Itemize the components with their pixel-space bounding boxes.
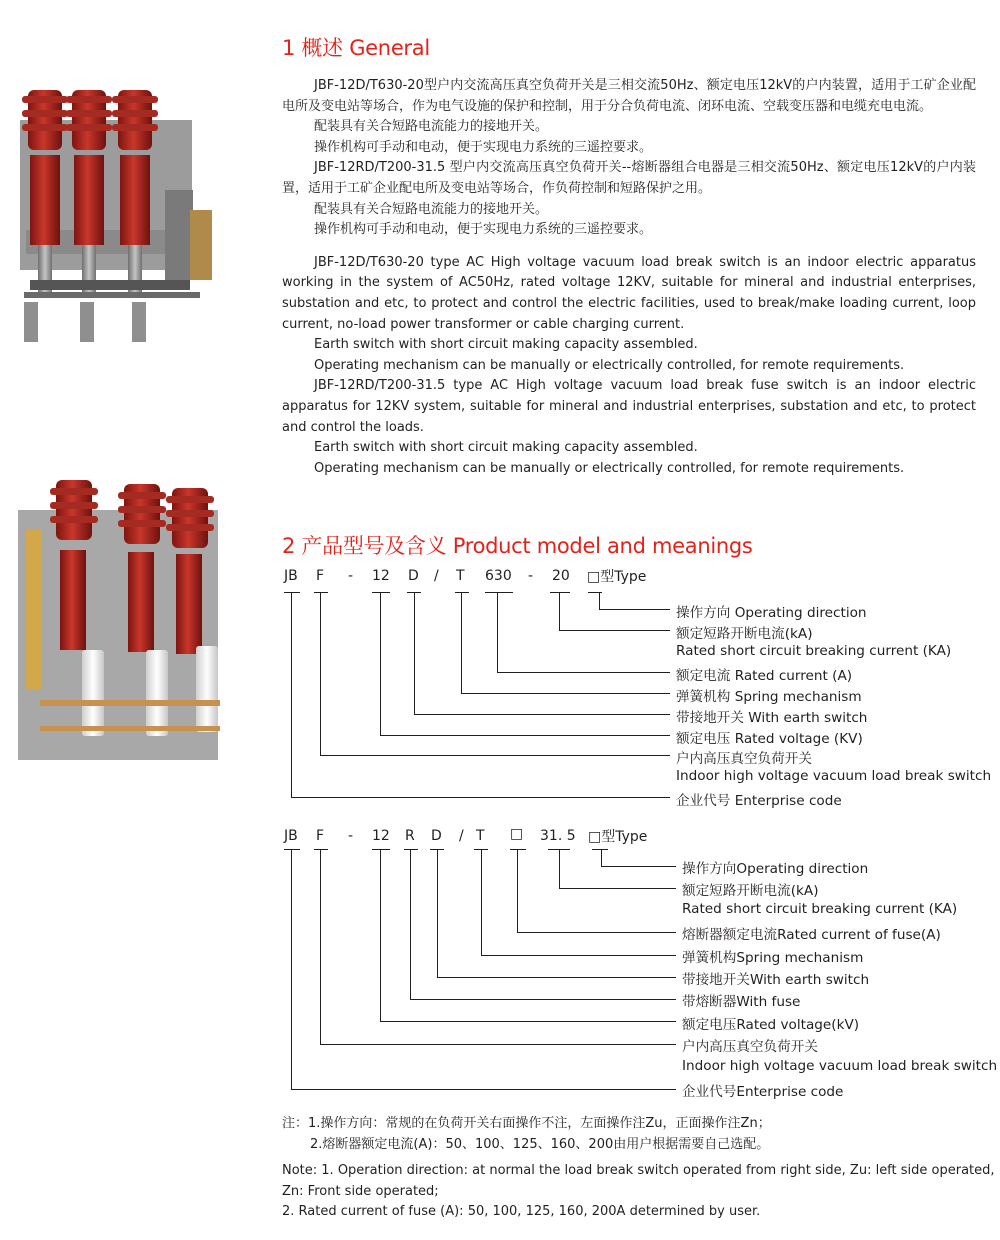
code-dash: - (348, 568, 354, 584)
code-spring: T (456, 568, 465, 584)
note-en-2: Zn: Front side operated; (282, 1183, 439, 1199)
code-type: □型Type (588, 829, 648, 845)
label-indoor-switch-cn: 户内高压真空负荷开关 (682, 1039, 818, 1055)
code-fuse: R (405, 828, 415, 844)
cn-paragraph-6: 操作机构可手动和电动，便于实现电力系统的三遥控要求。 (314, 222, 653, 238)
label-operating-direction: 操作方向 Operating direction (676, 605, 867, 621)
cn-paragraph-1: JBF-12D/T630-20型户内交流高压真空负荷开关是三相交流50Hz、额定电压12kV的户内装置，适用于工矿企业配电所及变电站等场合，作为电气设施的保护和控制，用于分合负荷电流、闭环电流、空载变压器和电缆充电电流。 (282, 78, 976, 114)
notes (282, 1114, 995, 1223)
en-paragraph-5: Earth switch with short circuit making capacity assembled. (314, 440, 698, 456)
en-paragraph-6: Operating mechanism can be manually or electrically controlled, for remote requirements. (314, 460, 905, 476)
label-breaking-current-en: Rated short circuit breaking current (KA) (682, 901, 958, 917)
code-enterprise: JB (284, 568, 298, 584)
note-cn-1: 注：1.操作方向：常规的在负荷开关右面操作不注，左面操作注Zu，正面操作注Zn； (282, 1116, 771, 1131)
cn-paragraph-5: 配装具有关合短路电流能力的接地开关。 (314, 201, 549, 217)
en-paragraph-2: Earth switch with short circuit making capacity assembled. (314, 337, 698, 353)
label-enterprise-code: 企业代号Enterprise code (682, 1084, 844, 1100)
en-paragraph-1: JBF-12D/T630-20 type AC High voltage vacuum load break switch is an indoor electric apparatus working in the system of AC50Hz, rated voltage 12KV, suitable for mineral and industrial enterprises, substation and etc, to protect and control the electric facilities, used to break/make loading current, loop current, no-load power transformer or cable charging current. (282, 254, 976, 332)
code-breaking-current: 31. 5 (540, 828, 576, 844)
code-earth-switch: D (408, 568, 419, 584)
cn-paragraph-2: 配装具有关合短路电流能力的接地开关。 (314, 119, 549, 135)
code-indoor-switch: F (316, 828, 325, 844)
code-type: □型Type (587, 569, 647, 585)
label-spring-mechanism: 弹簧机构Spring mechanism (682, 950, 864, 966)
label-fuse-current: 熔断器额定电流Rated current of fuse(A) (682, 927, 941, 943)
label-rated-voltage: 额定电压Rated voltage(kV) (682, 1017, 860, 1033)
label-rated-voltage: 额定电压 Rated voltage (KV) (676, 731, 863, 747)
code-fuse-current: □ (510, 826, 524, 842)
code-slash: / (459, 828, 464, 844)
label-indoor-switch-en: Indoor high voltage vacuum load break switch (682, 1058, 998, 1074)
label-operating-direction: 操作方向Operating direction (682, 861, 869, 877)
section-1-title: 1 概述 General (282, 36, 430, 60)
note-en-3: 2. Rated current of fuse (A): 50, 100, 125, 160, 200A determined by user. (282, 1204, 761, 1219)
code-dash-2: - (528, 568, 534, 584)
label-breaking-current-en: Rated short circuit breaking current (KA) (676, 643, 952, 659)
en-paragraph-3: Operating mechanism can be manually or electrically controlled, for remote requirements. (314, 357, 905, 373)
label-indoor-switch-en: Indoor high voltage vacuum load break switch (676, 768, 992, 784)
label-with-fuse: 带熔断器With fuse (682, 994, 801, 1010)
label-earth-switch: 带接地开关With earth switch (682, 972, 870, 988)
cn-paragraph-3: 操作机构可手动和电动，便于实现电力系统的三遥控要求。 (314, 139, 653, 155)
code-rated-current: 630 (485, 568, 512, 584)
label-earth-switch: 带接地开关 With earth switch (676, 710, 868, 726)
label-enterprise-code: 企业代号 Enterprise code (676, 793, 842, 809)
label-breaking-current-cn: 额定短路开断电流(kA) (676, 626, 813, 642)
label-rated-current: 额定电流 Rated current (A) (676, 668, 853, 684)
code-breaking-current: 20 (552, 568, 570, 584)
code-rated-voltage: 12 (372, 828, 390, 844)
code-slash: / (434, 568, 439, 584)
code-spring: T (476, 828, 485, 844)
label-indoor-switch-cn: 户内高压真空负荷开关 (676, 751, 812, 767)
code-dash: - (348, 828, 354, 844)
label-spring-mechanism: 弹簧机构 Spring mechanism (676, 689, 862, 705)
section-2-title: 2 产品型号及含义 Product model and meanings (282, 534, 753, 558)
code-indoor-switch: F (316, 568, 325, 584)
en-paragraph-4: JBF-12RD/T200-31.5 type AC High voltage vacuum load break fuse switch is an indoor electric apparatus for 12KV system, suitable for mineral and industrial enterprises, substation and etc, to protect and control the loads. (282, 378, 976, 435)
label-breaking-current-cn: 额定短路开断电流(kA) (682, 883, 819, 899)
code-enterprise: JB (284, 828, 298, 844)
note-en-1: Note: 1. Operation direction: at normal the load break switch operated from right side, Zu: left side operated, (282, 1163, 995, 1178)
code-rated-voltage: 12 (372, 568, 390, 584)
note-cn-2: 2.熔断器额定电流(A)：50、100、125、160、200由用户根据需要自己选配。 (310, 1136, 770, 1152)
cn-paragraph-4: JBF-12RD/T200-31.5 型户内交流高压真空负荷开关--熔断器组合电器是三相交流50Hz、额定电压12kV的户内装置，适用于工矿企业配电所及变电站等场合，作负荷控制和短路保护之用。 (282, 160, 976, 196)
code-earth-switch: D (431, 828, 442, 844)
